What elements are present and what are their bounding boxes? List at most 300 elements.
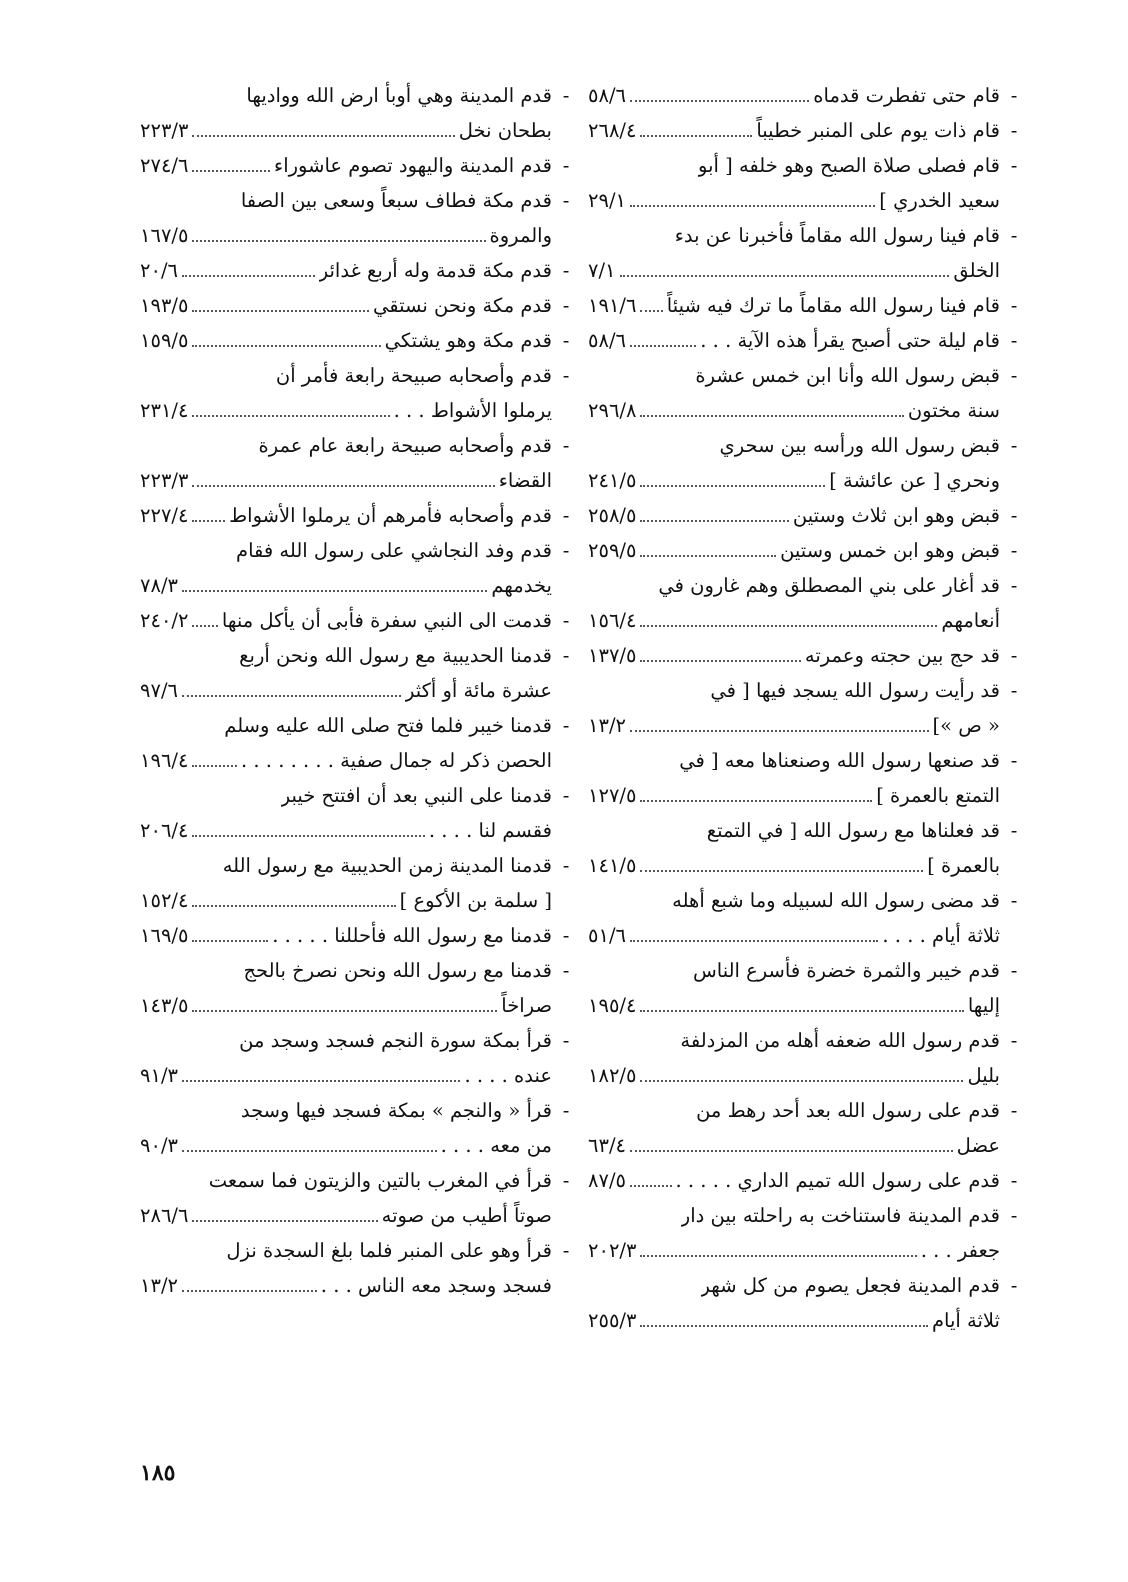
entry-continuation-line: [140, 1268, 580, 1303]
entry-line: [140, 183, 580, 218]
entry-text: سنة مختون: [907, 399, 1000, 422]
entry-text: الخلق: [953, 259, 1000, 282]
entry-dash: -: [562, 539, 570, 562]
entry-line: [588, 883, 1028, 918]
entry-text: بطحان نخل: [458, 119, 552, 142]
entry-line: [140, 778, 580, 813]
entry-line: [140, 498, 580, 533]
entry-continuation-line: [588, 1233, 1028, 1268]
entry-text: « ص »]: [932, 714, 1000, 737]
entry-line: [588, 288, 1028, 323]
entry-reference: ٢٢٧/٤: [140, 504, 189, 527]
leader-dots: [640, 415, 903, 417]
index-entry: [588, 533, 1028, 568]
entry-text: قام حتى تفطرت قدماه: [813, 84, 1000, 107]
entry-text: قرأ في المغرب بالتين والزيتون فما سمعت: [208, 1169, 552, 1192]
entry-continuation-line: [588, 988, 1028, 1023]
entry-continuation-line: [140, 463, 580, 498]
entry-text: قدم المدينة وهي أوبأ ارض الله وواديها: [246, 84, 552, 107]
entry-reference: ٢٦٨/٤: [588, 119, 637, 142]
entry-text: صوتاً أطيب من صوته: [381, 1204, 552, 1227]
leader-dots: [182, 695, 401, 697]
entry-continuation-line: [140, 988, 580, 1023]
entry-reference: ٩٧/٦: [140, 679, 178, 702]
entry-text: قدم وأصحابه صبيحة رابعة فأمر أن: [275, 364, 552, 387]
entry-text: بالعمرة ]: [927, 854, 1000, 877]
index-entry: [140, 148, 580, 183]
entry-line: [588, 1163, 1028, 1198]
leader-dots: [630, 100, 809, 102]
entry-text: قد حج بين حجته وعمرته: [804, 644, 1000, 667]
entry-line: [140, 1233, 580, 1268]
entry-reference: ١٣/٢: [588, 714, 626, 737]
entry-text: قدم المدينة واليهود تصوم عاشوراء: [274, 154, 552, 177]
entry-text: قام فينا رسول الله مقاماً فأخبرنا عن بدء: [674, 224, 1000, 247]
entry-reference: ٢٨٦/٦: [140, 1204, 189, 1227]
entry-reference: ١٨٢/٥: [588, 1064, 637, 1087]
index-entry: [140, 533, 580, 603]
index-entry: [140, 848, 580, 918]
entry-dash: -: [1010, 294, 1018, 317]
entry-dash: -: [562, 504, 570, 527]
entry-reference: ٥٨/٦: [588, 84, 626, 107]
index-entry: [588, 673, 1028, 743]
index-entry: [140, 183, 580, 253]
entry-reference: ١٤١/٥: [588, 854, 637, 877]
entry-text: قدم على رسول الله بعد أحد رهط من: [696, 1099, 1000, 1122]
leader-dots: [192, 240, 485, 242]
entry-text: قبض رسول الله ورأسه بين سحري: [719, 434, 1000, 457]
leader-dots: [620, 275, 950, 277]
entry-reference: ١٩٦/٤: [140, 749, 189, 772]
entry-dash: -: [1010, 574, 1018, 597]
entry-text: التمتع بالعمرة ]: [876, 784, 1000, 807]
entry-dash: -: [1010, 959, 1018, 982]
entry-line: [588, 638, 1028, 673]
leader-dots: [192, 310, 369, 312]
leader-dots: [630, 1150, 953, 1152]
index-entry: [140, 918, 580, 953]
entry-continuation-line: [588, 1303, 1028, 1338]
leader-dots: [192, 520, 225, 522]
index-entry: [588, 1268, 1028, 1338]
entry-reference: ٢٩/١: [588, 189, 626, 212]
leader-dots: [182, 1290, 317, 1292]
entry-continuation-line: [588, 848, 1028, 883]
entry-reference: ١٦٧/٥: [140, 224, 189, 247]
entry-text: قرأ وهو على المنبر فلما بلغ السجدة نزل: [226, 1239, 552, 1262]
entry-continuation-line: [140, 1058, 580, 1093]
index-column-right: [588, 78, 1028, 1338]
entry-dash: -: [562, 189, 570, 212]
entry-continuation-line: [588, 1058, 1028, 1093]
leader-dots: [640, 1325, 928, 1327]
entry-reference: ٢٥٩/٥: [588, 539, 637, 562]
entry-line: [588, 1198, 1028, 1233]
entry-dash: -: [1010, 154, 1018, 177]
entry-line: [140, 708, 580, 743]
index-entry: [588, 498, 1028, 533]
entry-continuation-line: [588, 183, 1028, 218]
page-number: ١٨٥: [140, 1460, 176, 1486]
entry-dash: -: [562, 1239, 570, 1262]
entry-text: قبض رسول الله وأنا ابن خمس عشرة: [695, 364, 1000, 387]
leader-dots: [192, 170, 270, 172]
entry-text: قدم على رسول الله تميم الداري . . . . .: [675, 1169, 1000, 1192]
entry-text: قدم مكة وهو يشتكي: [384, 329, 552, 352]
leader-dots: [640, 485, 825, 487]
entry-continuation-line: [588, 918, 1028, 953]
entry-line: [140, 848, 580, 883]
leader-dots: [640, 1080, 963, 1082]
entry-text: قبض وهو ابن خمس وستين: [780, 539, 1000, 562]
entry-reference: ٢٧٤/٦: [140, 154, 189, 177]
index-entry: [588, 1023, 1028, 1093]
entry-line: [588, 1268, 1028, 1303]
entry-line: [140, 953, 580, 988]
entry-text: إليها: [967, 994, 1000, 1017]
index-entry: [588, 1198, 1028, 1268]
leader-dots: [630, 345, 696, 347]
index-entry: [140, 638, 580, 708]
entry-text: من معه . . . .: [440, 1134, 552, 1157]
entry-line: [588, 113, 1028, 148]
entry-text: ونحري [ عن عائشة ]: [829, 469, 1000, 492]
entry-dash: -: [1010, 1204, 1018, 1227]
leader-dots: [192, 940, 268, 942]
entry-dash: -: [1010, 364, 1018, 387]
entry-line: [140, 428, 580, 463]
entry-dash: -: [562, 434, 570, 457]
leader-dots: [640, 135, 752, 137]
leader-dots: [192, 625, 217, 627]
entry-text: قدم مكة فطاف سبعاً وسعى بين الصفا: [240, 189, 552, 212]
entry-line: [140, 1163, 580, 1198]
entry-dash: -: [562, 294, 570, 317]
index-entry: [588, 1093, 1028, 1163]
entry-text: قد رأيت رسول الله يسجد فيها [ في: [710, 679, 1000, 702]
entry-text: القضاء: [498, 469, 552, 492]
entry-dash: -: [1010, 679, 1018, 702]
entry-text: بليل: [967, 1064, 1000, 1087]
index-entry: [588, 953, 1028, 1023]
entry-text: قبض وهو ابن ثلاث وستين: [792, 504, 1000, 527]
entry-dash: -: [1010, 539, 1018, 562]
entry-text: فقسم لنا . . . .: [428, 819, 552, 842]
entry-line: [588, 358, 1028, 393]
entry-reference: ١٥٢/٤: [140, 889, 189, 912]
entry-text: أنعامهم: [941, 609, 1000, 632]
leader-dots: [192, 135, 454, 137]
entry-text: قدمنا خيبر فلما فتح صلى الله عليه وسلم: [224, 714, 552, 737]
index-entry: [140, 1093, 580, 1163]
index-entry: [140, 323, 580, 358]
entry-dash: -: [562, 644, 570, 667]
entry-dash: -: [1010, 434, 1018, 457]
entry-reference: ٢٤١/٥: [588, 469, 637, 492]
entry-text: عضل: [956, 1134, 1000, 1157]
leader-dots: [192, 1010, 497, 1012]
entry-continuation-line: [588, 463, 1028, 498]
entry-text: قدمنا على النبي بعد أن افتتح خيبر: [280, 784, 552, 807]
entry-reference: ١٤٣/٥: [140, 994, 189, 1017]
leader-dots: [192, 415, 389, 417]
entry-text: صراخاً: [501, 994, 552, 1017]
leader-dots: [640, 310, 662, 312]
entry-text: ثلاثة أيام . . . .: [882, 924, 1000, 947]
entry-text: قدمنا الحديبية مع رسول الله ونحن أربع: [239, 644, 552, 667]
leader-dots: [640, 660, 800, 662]
leader-dots: [640, 800, 872, 802]
entry-continuation-line: [140, 883, 580, 918]
entry-continuation-line: [588, 393, 1028, 428]
index-entry: [588, 78, 1028, 113]
entry-line: [140, 78, 580, 113]
entry-line: [588, 148, 1028, 183]
entry-line: [140, 323, 580, 358]
leader-dots: [192, 835, 424, 837]
entry-continuation-line: [140, 743, 580, 778]
entry-reference: ١٩١/٦: [588, 294, 637, 317]
leader-dots: [630, 1185, 672, 1187]
entry-line: [140, 148, 580, 183]
entry-text: قدم المدينة فجعل يصوم من كل شهر: [700, 1274, 1000, 1297]
entry-reference: ٢٠٦/٤: [140, 819, 189, 842]
entry-dash: -: [562, 784, 570, 807]
entry-text: قد مضى رسول الله لسبيله وما شبع أهله: [672, 889, 1000, 912]
entry-line: [140, 918, 580, 953]
entry-text: والمروة: [489, 224, 552, 247]
leader-dots: [182, 275, 315, 277]
entry-text: جعفر . . .: [920, 1239, 1000, 1262]
entry-text: يرملوا الأشواط . . .: [393, 399, 552, 422]
entry-line: [140, 1093, 580, 1128]
entry-text: قدم خيبر والثمرة خضرة فأسرع الناس: [692, 959, 1000, 982]
entry-dash: -: [562, 1099, 570, 1122]
entry-dash: -: [562, 84, 570, 107]
entry-line: [588, 673, 1028, 708]
entry-text: [ سلمة بن الأكوع ]: [399, 889, 552, 912]
entry-reference: ٥٨/٦: [588, 329, 626, 352]
leader-dots: [192, 345, 380, 347]
entry-reference: ٢٩٦/٨: [588, 399, 637, 422]
entry-line: [588, 953, 1028, 988]
entry-continuation-line: [140, 113, 580, 148]
entry-dash: -: [562, 1169, 570, 1192]
entry-text: قد فعلناها مع رسول الله [ في التمتع: [706, 819, 1000, 842]
entry-line: [588, 813, 1028, 848]
entry-line: [588, 1023, 1028, 1058]
entry-line: [140, 288, 580, 323]
entry-dash: -: [1010, 749, 1018, 772]
entry-text: ثلاثة أيام: [931, 1309, 1000, 1332]
entry-text: فسجد وسجد معه الناس . . .: [320, 1274, 552, 1297]
index-entry: [140, 708, 580, 778]
entry-line: [140, 253, 580, 288]
entry-line: [588, 743, 1028, 778]
entry-dash: -: [562, 959, 570, 982]
index-entry: [588, 813, 1028, 883]
entry-reference: ٧/١: [588, 259, 616, 282]
entry-line: [588, 428, 1028, 463]
entry-reference: ١٩٥/٤: [588, 994, 637, 1017]
entry-dash: -: [1010, 1029, 1018, 1052]
index-entry: [140, 288, 580, 323]
entry-text: قرأ « والنجم » بمكة فسجد فيها وسجد: [240, 1099, 552, 1122]
entry-reference: ٢٥٨/٥: [588, 504, 637, 527]
entry-dash: -: [1010, 119, 1018, 142]
index-entry: [588, 288, 1028, 323]
index-entry: [140, 428, 580, 498]
index-entry: [140, 1023, 580, 1093]
leader-dots: [192, 765, 237, 767]
entry-dash: -: [562, 329, 570, 352]
entry-continuation-line: [588, 603, 1028, 638]
entry-reference: ١٣٧/٥: [588, 644, 637, 667]
entry-text: قام فينا رسول الله مقاماً ما ترك فيه شيئاً: [666, 294, 1000, 317]
entry-line: [588, 218, 1028, 253]
entry-line: [588, 78, 1028, 113]
index-entry: [588, 428, 1028, 498]
entry-dash: -: [1010, 1274, 1018, 1297]
index-entry: [588, 743, 1028, 813]
entry-continuation-line: [140, 1198, 580, 1233]
entry-reference: ٢٣١/٤: [140, 399, 189, 422]
index-entry: [140, 78, 580, 148]
entry-dash: -: [1010, 1099, 1018, 1122]
index-entry: [588, 218, 1028, 288]
entry-text: قدم مكة ونحن نستقي: [373, 294, 552, 317]
index-entry: [140, 778, 580, 848]
entry-reference: ١٥٦/٤: [588, 609, 637, 632]
entry-line: [588, 1093, 1028, 1128]
entry-reference: ٢٤٠/٢: [140, 609, 189, 632]
entry-continuation-line: [140, 1128, 580, 1163]
entry-line: [588, 568, 1028, 603]
index-entry: [588, 148, 1028, 218]
entry-continuation-line: [588, 1128, 1028, 1163]
entry-reference: ٨٧/٥: [588, 1169, 626, 1192]
leader-dots: [182, 1080, 460, 1082]
index-entry: [140, 1233, 580, 1303]
entry-line: [588, 498, 1028, 533]
leader-dots: [640, 1255, 916, 1257]
index-entry: [140, 1163, 580, 1233]
entry-reference: ٢٠/٦: [140, 259, 178, 282]
entry-reference: ٧٨/٣: [140, 574, 178, 597]
entry-text: الحصن ذكر له جمال صفية . . . . . . . .: [241, 749, 552, 772]
entry-reference: ١٣/٢: [140, 1274, 178, 1297]
entry-continuation-line: [140, 218, 580, 253]
entry-reference: ١٦٩/٥: [140, 924, 189, 947]
leader-dots: [640, 1010, 963, 1012]
index-entry: [140, 253, 580, 288]
entry-line: [140, 533, 580, 568]
entry-continuation-line: [588, 778, 1028, 813]
entry-reference: ٢٢٣/٣: [140, 119, 189, 142]
entry-dash: -: [562, 154, 570, 177]
entry-continuation-line: [588, 708, 1028, 743]
entry-text: قدمت الى النبي سفرة فأبى أن يأكل منها: [221, 609, 552, 632]
leader-dots: [640, 870, 923, 872]
entry-dash: -: [1010, 224, 1018, 247]
entry-text: يخدمهم: [491, 574, 552, 597]
entry-continuation-line: [140, 568, 580, 603]
entry-dash: -: [562, 609, 570, 632]
entry-text: قام فصلى صلاة الصبح وهو خلفه [ أبو: [698, 154, 1000, 177]
entry-text: قرأ بمكة سورة النجم فسجد وسجد من: [239, 1029, 552, 1052]
entry-line: [140, 603, 580, 638]
entry-text: قام ليلة حتى أصبح يقرأ هذه الآية . . .: [700, 329, 1000, 352]
leader-dots: [640, 625, 937, 627]
entry-text: قدمنا مع رسول الله فأحللنا . . . . .: [272, 924, 552, 947]
leader-dots: [640, 555, 776, 557]
entry-dash: -: [562, 854, 570, 877]
entry-text: قدمنا مع رسول الله ونحن نصرخ بالحج: [243, 959, 552, 982]
entry-reference: ٢٠٢/٣: [588, 1239, 637, 1262]
index-entry: [588, 323, 1028, 358]
entry-line: [140, 358, 580, 393]
index-entry: [588, 1163, 1028, 1198]
index-entry: [140, 953, 580, 1023]
entry-reference: ٥١/٦: [588, 924, 626, 947]
entry-dash: -: [1010, 819, 1018, 842]
entry-text: قدم المدينة فاستناخت به راحلته بين دار: [680, 1204, 1000, 1227]
entry-line: [588, 323, 1028, 358]
entry-reference: ٦٣/٤: [588, 1134, 626, 1157]
entry-line: [588, 533, 1028, 568]
entry-dash: -: [562, 259, 570, 282]
index-entry: [588, 358, 1028, 428]
index-entry: [140, 358, 580, 428]
leader-dots: [630, 940, 878, 942]
entry-reference: ٩١/٣: [140, 1064, 178, 1087]
entry-reference: ١٩٣/٥: [140, 294, 189, 317]
entry-text: عنده . . . .: [464, 1064, 552, 1087]
index-entry: [140, 498, 580, 533]
entry-dash: -: [1010, 504, 1018, 527]
entry-dash: -: [562, 364, 570, 387]
entry-reference: ٢٥٥/٣: [588, 1309, 637, 1332]
entry-reference: ١٥٩/٥: [140, 329, 189, 352]
index-entry: [588, 113, 1028, 148]
leader-dots: [192, 485, 494, 487]
entry-text: قد أغار على بني المصطلق وهم غارون في: [658, 574, 1000, 597]
entry-text: قام ذات يوم على المنبر خطيباً: [756, 119, 1000, 142]
index-entry: [588, 883, 1028, 953]
entry-text: قدم مكة قدمة وله أربع غدائر: [318, 259, 552, 282]
entry-dash: -: [562, 1029, 570, 1052]
entry-dash: -: [1010, 1169, 1018, 1192]
index-entry: [588, 638, 1028, 673]
entry-text: قدم وأصحابه صبيحة رابعة عام عمرة: [258, 434, 552, 457]
entry-text: سعيد الخدري ]: [879, 189, 1000, 212]
index-entry: [588, 568, 1028, 638]
entry-text: قدم وفد النجاشي على رسول الله فقام: [236, 539, 552, 562]
entry-text: قد صنعها رسول الله وصنعناها معه [ في: [679, 749, 1000, 772]
entry-dash: -: [1010, 329, 1018, 352]
entry-continuation-line: [140, 813, 580, 848]
entry-text: عشرة مائة أو أكثر: [404, 679, 552, 702]
index-column-left: [140, 78, 580, 1303]
leader-dots: [630, 730, 929, 732]
entry-text: قدمنا المدينة زمن الحديبية مع رسول الله: [222, 854, 552, 877]
entry-text: قدم وأصحابه فأمرهم أن يرملوا الأشواط: [229, 504, 552, 527]
entry-dash: -: [1010, 84, 1018, 107]
entry-continuation-line: [140, 673, 580, 708]
leader-dots: [192, 1220, 377, 1222]
entry-reference: ٩٠/٣: [140, 1134, 178, 1157]
